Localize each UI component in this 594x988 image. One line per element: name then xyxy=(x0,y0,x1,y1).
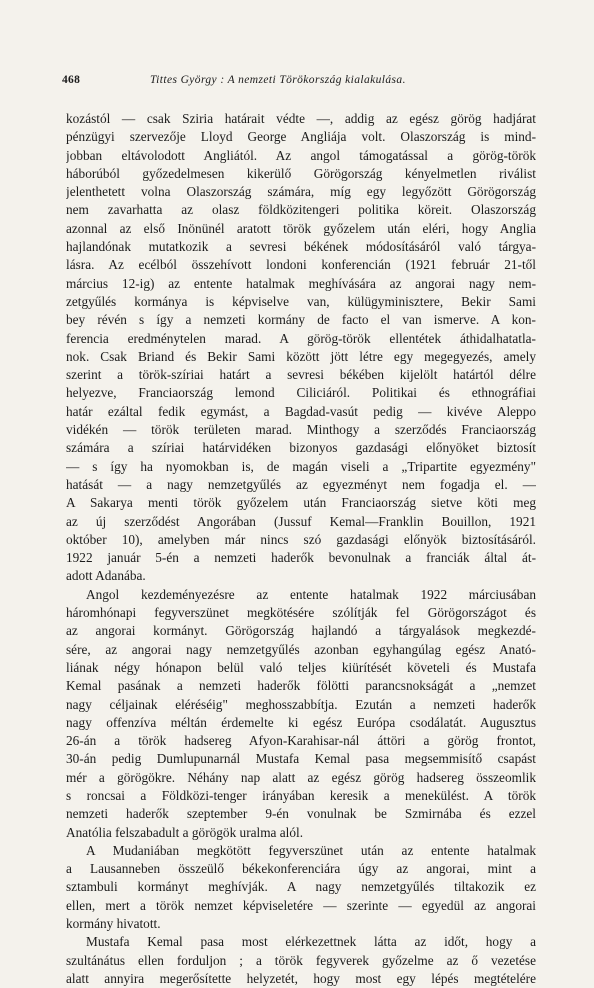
text-line: 26-án a török hadsereg Afyon-Karahisar-nál áttöri a görög frontot, xyxy=(66,733,536,749)
text-line: vidékén — török területen marad. Minthogy a szerződés Franciaország xyxy=(66,422,536,438)
text-line: sztambuli kormányt meghívják. A nagy nemzetgyűlés tiltakozik ez xyxy=(66,879,536,895)
text-line: 30-án pedig Dumlupunarnál Mustafa Kemal pasa megsemmisítő csapást xyxy=(66,751,536,767)
text-line: szultánátus ellen forduljon ; a török fegyverek győzelme az ő vezetése xyxy=(66,952,536,968)
body-text xyxy=(66,110,536,988)
text-line: azonnal az első Inönünél aratott török győzelem után eléri, hogy Anglia xyxy=(66,220,536,236)
text-line: az angorai kormányt. Görögország hajlandó a tárgyalások megkezdé- xyxy=(66,623,536,639)
running-title: Tittes György : A nemzeti Törökország kialakulása. xyxy=(150,74,406,86)
text-line: kozástól — csak Sziria határait védte —, addig az egész görög hadjárat xyxy=(66,111,536,126)
text-line: hatását — a nagy nemzetgyűlés az egyezményt nem fogadja el. — xyxy=(66,476,536,492)
page-header xyxy=(62,74,532,90)
text-line: számára a szíriai határvidéken bizonyos gazdasági előnyöket biztosít xyxy=(66,440,536,456)
text-line: határ ezáltal fedik egymást, a Bagdad-vasút pedig — kivéve Aleppo xyxy=(66,403,536,419)
text-line: jobban eltávolodott Angliától. Az angol támogatással a görög-török xyxy=(66,147,536,163)
text-line: jelenthetett volna Olaszország számára, míg egy legyőzött Görögország xyxy=(66,184,536,200)
text-line: nok. Csak Briand és Bekir Sami között jött létre egy megegyezés, amely xyxy=(66,348,536,364)
text-line: Angol kezdeményezésre az entente hatalmak 1922 márciusában xyxy=(86,586,536,602)
text-line: nagy céljainak eléréséig" meghosszabbítja. Ezután a nemzeti haderők xyxy=(66,696,536,712)
text-line: adott Adanába. xyxy=(66,568,146,584)
text-line: s roncsai a Földközi-tenger irányában keresik a menekülést. A török xyxy=(66,787,536,803)
text-line: lásra. Az ecélból összehívott londoni konferencián (1921 február 21-től xyxy=(66,257,536,273)
text-line: ellen, mert a török nemzet képviseletére — szerinte — egyedül az angorai xyxy=(66,897,536,913)
text-line: 1922 január 5-én a nemzeti haderők bevonulnak a franciák által át- xyxy=(66,550,536,566)
text-line: október 10), amelyben már nincs szó gazdasági előnyök biztosításáról. xyxy=(66,531,536,547)
text-line: nagy offenzíva méltán érdemelte ki egész Európa csodálatát. Augusztus xyxy=(66,714,536,730)
text-line: helyezve, Franciaország lemond Ciliciáról. Politikai és ethnográfiai xyxy=(66,385,536,401)
text-line: liának négy hónapon belül való teljes kiürítését követeli és Mustafa xyxy=(66,659,536,675)
text-line: szerint a török-szíriai határt a sevresi békében kijelölt határtól délre xyxy=(66,367,536,383)
text-line: március 12-ig) az entente hatalmak meghívására az angorai nagy nem- xyxy=(66,275,536,291)
text-line: nemzeti haderők szeptember 9-én vonulnak be Szmirnába és ezzel xyxy=(66,806,536,822)
text-line: ferencia eredménytelen marad. A görög-török ellentétek áthidalhatatla- xyxy=(66,330,536,346)
text-line: sére, az angorai nagy nemzetgyűlés azonban egyhangúlag egész Anató- xyxy=(66,641,536,657)
text-line: mér a görögökre. Néhány nap alatt az egész görög hadsereg összeomlik xyxy=(66,769,536,785)
text-line: zetgyűlés kormánya is képviselve van, külügyminisztere, Bekir Sami xyxy=(66,293,536,309)
text-line: háromhónapi fegyverszünet megkötésére szólítják fel Görögországot és xyxy=(66,605,536,621)
text-line: háborúból győzedelmesen kikerülő Görögország kényelmetlen riválist xyxy=(66,165,536,181)
text-line: a Lausanneben összeülő békekonferenciára úgy az angorai, mint a xyxy=(66,861,536,877)
page-number: 468 xyxy=(62,74,81,86)
text-line: kormány hivatott. xyxy=(66,916,161,932)
text-line: A Mudaniában megkötött fegyverszünet után az entente hatalmak xyxy=(86,842,536,858)
text-line: pénzügyi szervezője Lloyd George Angliája volt. Olaszország is mind- xyxy=(66,129,536,145)
text-line: alatt annyira megerősítette helyzetét, hogy most egy lépés megtételére xyxy=(66,970,536,986)
text-line: A Sakarya menti török győzelem után Franciaország sietve köti meg xyxy=(66,495,536,511)
text-line: Kemal pasának a nemzeti haderők fölötti parancsnokságát a „nemzet xyxy=(66,678,536,694)
text-line: hajlandónak mutatkozik a sevresi békének módosításáról való tárgya- xyxy=(66,239,536,255)
text-line: Mustafa Kemal pasa most elérkezettnek látta az időt, hogy a xyxy=(86,934,536,950)
text-line: bey révén s így a nemzeti kormány de facto el van ismerve. A kon- xyxy=(66,312,536,328)
text-line: az új szerződést Angorában (Jussuf Kemal—Franklin Bouillon, 1921 xyxy=(66,513,536,529)
text-line: nem zavarhatta az olasz földközitengeri politika köreit. Olaszország xyxy=(66,202,536,218)
text-line: Anatólia felszabadult a görögök uralma alól. xyxy=(66,824,304,840)
text-line: — s így ha nyomokban is, de magán viseli a „Tripartite egyezmény" xyxy=(66,458,536,474)
